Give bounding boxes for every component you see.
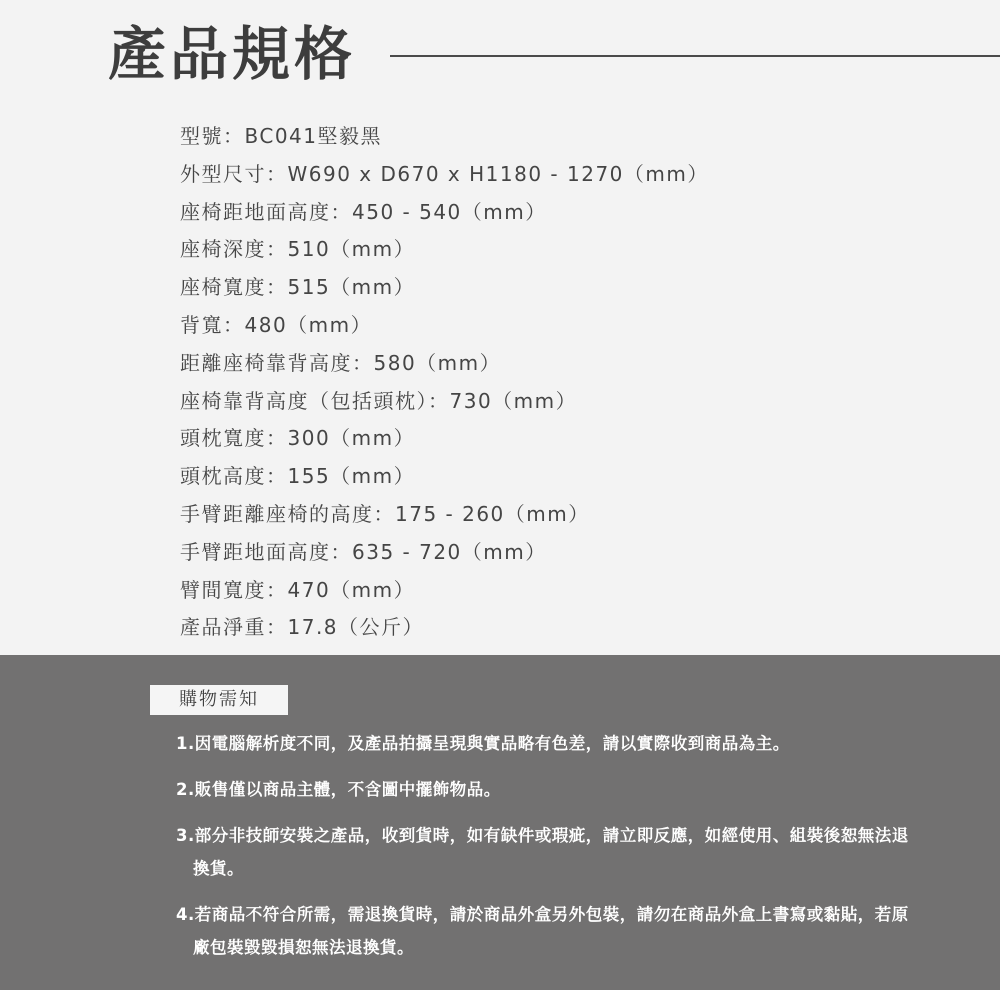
spec-model: 型號：BC041堅毅黑 bbox=[180, 124, 383, 148]
notice-item-defects: 3.部分非技師安裝之產品，收到貨時，如有缺件或瑕疵，請立即反應，如經使用、組裝後恕無法退換貨。 bbox=[176, 826, 909, 878]
spec-armrest-height-from-floor: 手臂距地面高度：635 - 720（mm） bbox=[180, 539, 547, 564]
spec-net-weight: 產品淨重：17.8（公斤） bbox=[180, 615, 425, 640]
spec-headrest-height: 頭枕高度：155（mm） bbox=[180, 464, 416, 489]
page-title: 產品規格 bbox=[108, 20, 357, 88]
spec-header bbox=[0, 0, 1000, 110]
spec-dimensions: 外型尺寸：W690 x D670 x H1180 - 1270（mm） bbox=[180, 161, 709, 186]
spec-headrest-width: 頭枕寬度：300（mm） bbox=[180, 426, 416, 451]
spec-list bbox=[180, 118, 709, 647]
title-divider bbox=[390, 55, 1000, 57]
spec-back-height-with-headrest: 座椅靠背高度（包括頭枕）：730（mm） bbox=[180, 388, 578, 413]
shopping-notice-label: 購物需知 bbox=[150, 685, 288, 715]
notice-item-returns: 4.若商品不符合所需，需退換貨時，請於商品外盒另外包裝，請勿在商品外盒上書寫或黏貼，若原廠包裝毀毀損恕無法退換貨。 bbox=[176, 905, 909, 957]
spec-seat-depth: 座椅深度：510（mm） bbox=[180, 237, 416, 262]
spec-arm-gap-width: 臂間寬度：470（mm） bbox=[180, 577, 416, 602]
spec-back-height-from-seat: 距離座椅靠背高度：580（mm） bbox=[180, 350, 502, 375]
spec-seat-width: 座椅寬度：515（mm） bbox=[180, 275, 416, 300]
spec-back-width: 背寬：480（mm） bbox=[180, 312, 373, 337]
shopping-notice-panel bbox=[0, 655, 1000, 990]
notice-item-color-difference: 1.因電腦解析度不同，及產品拍攝呈現與實品略有色差，請以實際收到商品為主。 bbox=[176, 734, 790, 753]
notice-list bbox=[176, 727, 921, 977]
notice-item-product-only: 2.販售僅以商品主體，不含圖中擺飾物品。 bbox=[176, 780, 501, 799]
spec-armrest-height-from-seat: 手臂距離座椅的高度：175 - 260（mm） bbox=[180, 501, 590, 526]
spec-seat-height: 座椅距地面高度：450 - 540（mm） bbox=[180, 199, 547, 224]
